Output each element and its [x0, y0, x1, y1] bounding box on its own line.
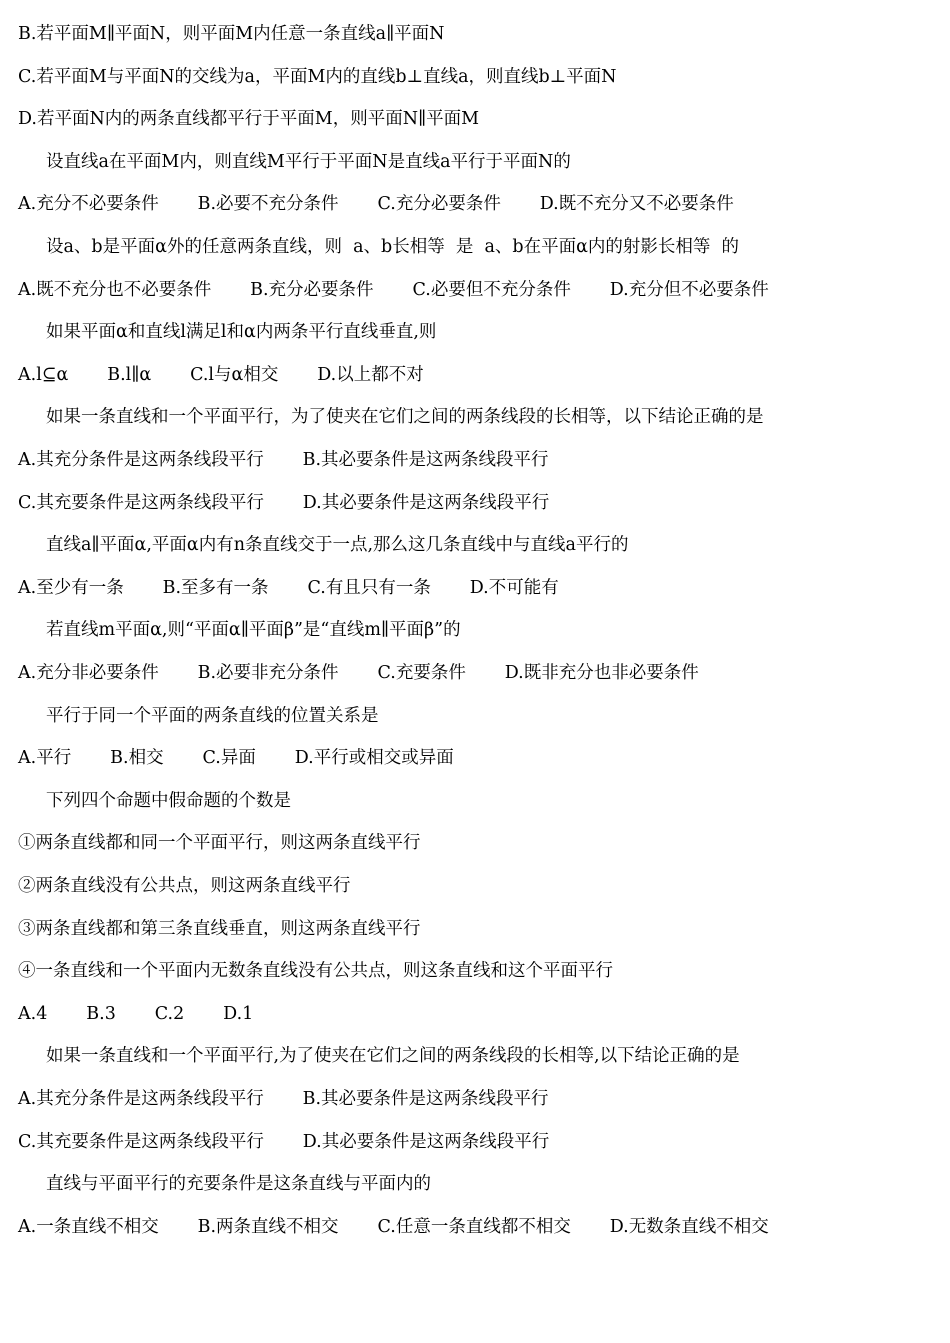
question-text: 如果平面α和直线l满足l和α内两条平行直线垂直,则: [46, 322, 437, 343]
answer-option-line: A.既不充分也不必要条件 B.充分必要条件 C.必要但不充分条件 D.充分但不必要条件: [18, 279, 769, 300]
answer-option-line: ①两条直线都和同一个平面平行，则这两条直线平行: [18, 833, 421, 854]
answer-option-line: C.其充要条件是这两条线段平行 D.其必要条件是这两条线段平行: [18, 1131, 550, 1152]
question-text: 设a、b是平面α外的任意两条直线，则 a、b长相等 是 a、b在平面α内的射影长相等 的: [46, 237, 740, 257]
answer-option-line: A.4 B.3 C.2 D.1: [18, 1003, 254, 1024]
answer-option-line: A.其充分条件是这两条线段平行 B.其必要条件是这两条线段平行: [18, 1089, 549, 1109]
answer-option-line: ③两条直线都和第三条直线垂直，则这两条直线平行: [18, 918, 421, 939]
question-text: 设直线a在平面M内，则直线M平行于平面N是直线a平行于平面N的: [46, 151, 571, 172]
question-text: 若直线m平面α,则“平面α∥平面β”是“直线m∥平面β”的: [46, 620, 461, 641]
answer-option-line: ④一条直线和一个平面内无数条直线没有公共点，则这条直线和这个平面平行: [18, 961, 613, 982]
answer-option-line: C.其充要条件是这两条线段平行 D.其必要条件是这两条线段平行: [18, 492, 550, 513]
answer-option-line: A.充分非必要条件 B.必要非充分条件 C.充要条件 D.既非充分也非必要条件: [18, 663, 699, 683]
question-text: 如果一条直线和一个平面平行,为了使夹在它们之间的两条线段的长相等,以下结论正确的是: [46, 1046, 740, 1067]
question-text: 如果一条直线和一个平面平行，为了使夹在它们之间的两条线段的长相等，以下结论正确的是: [46, 407, 764, 428]
question-text: 直线a∥平面α,平面α内有n条直线交于一点,那么这几条直线中与直线a平行的: [46, 535, 629, 556]
answer-option-line: A.一条直线不相交 B.两条直线不相交 C.任意一条直线都不相交 D.无数条直线不相交: [18, 1216, 769, 1237]
answer-option-line: B.若平面M∥平面N，则平面M内任意一条直线a∥平面N: [18, 24, 445, 44]
question-text: 平行于同一个平面的两条直线的位置关系是: [46, 705, 379, 726]
answer-option-line: A.其充分条件是这两条线段平行 B.其必要条件是这两条线段平行: [18, 450, 549, 470]
question-text: 下列四个命题中假命题的个数是: [46, 790, 291, 811]
answer-option-line: C.若平面M与平面N的交线为a，平面M内的直线b⊥直线a，则直线b⊥平面N: [18, 66, 617, 87]
answer-option-line: A.充分不必要条件 B.必要不充分条件 C.充分必要条件 D.既不充分又不必要条件: [18, 194, 734, 215]
answer-option-line: ②两条直线没有公共点，则这两条直线平行: [18, 876, 351, 896]
answer-option-line: A.平行 B.相交 C.异面 D.平行或相交或异面: [18, 748, 454, 769]
answer-option-line: D.若平面N内的两条直线都平行于平面M，则平面N∥平面M: [18, 109, 480, 130]
answer-option-line: A.至少有一条 B.至多有一条 C.有且只有一条 D.不可能有: [18, 577, 559, 598]
question-text: 直线与平面平行的充要条件是这条直线与平面内的: [46, 1174, 431, 1195]
answer-option-line: A.l⊆α B.l∥α C.l与α相交 D.以上都不对: [18, 364, 424, 385]
